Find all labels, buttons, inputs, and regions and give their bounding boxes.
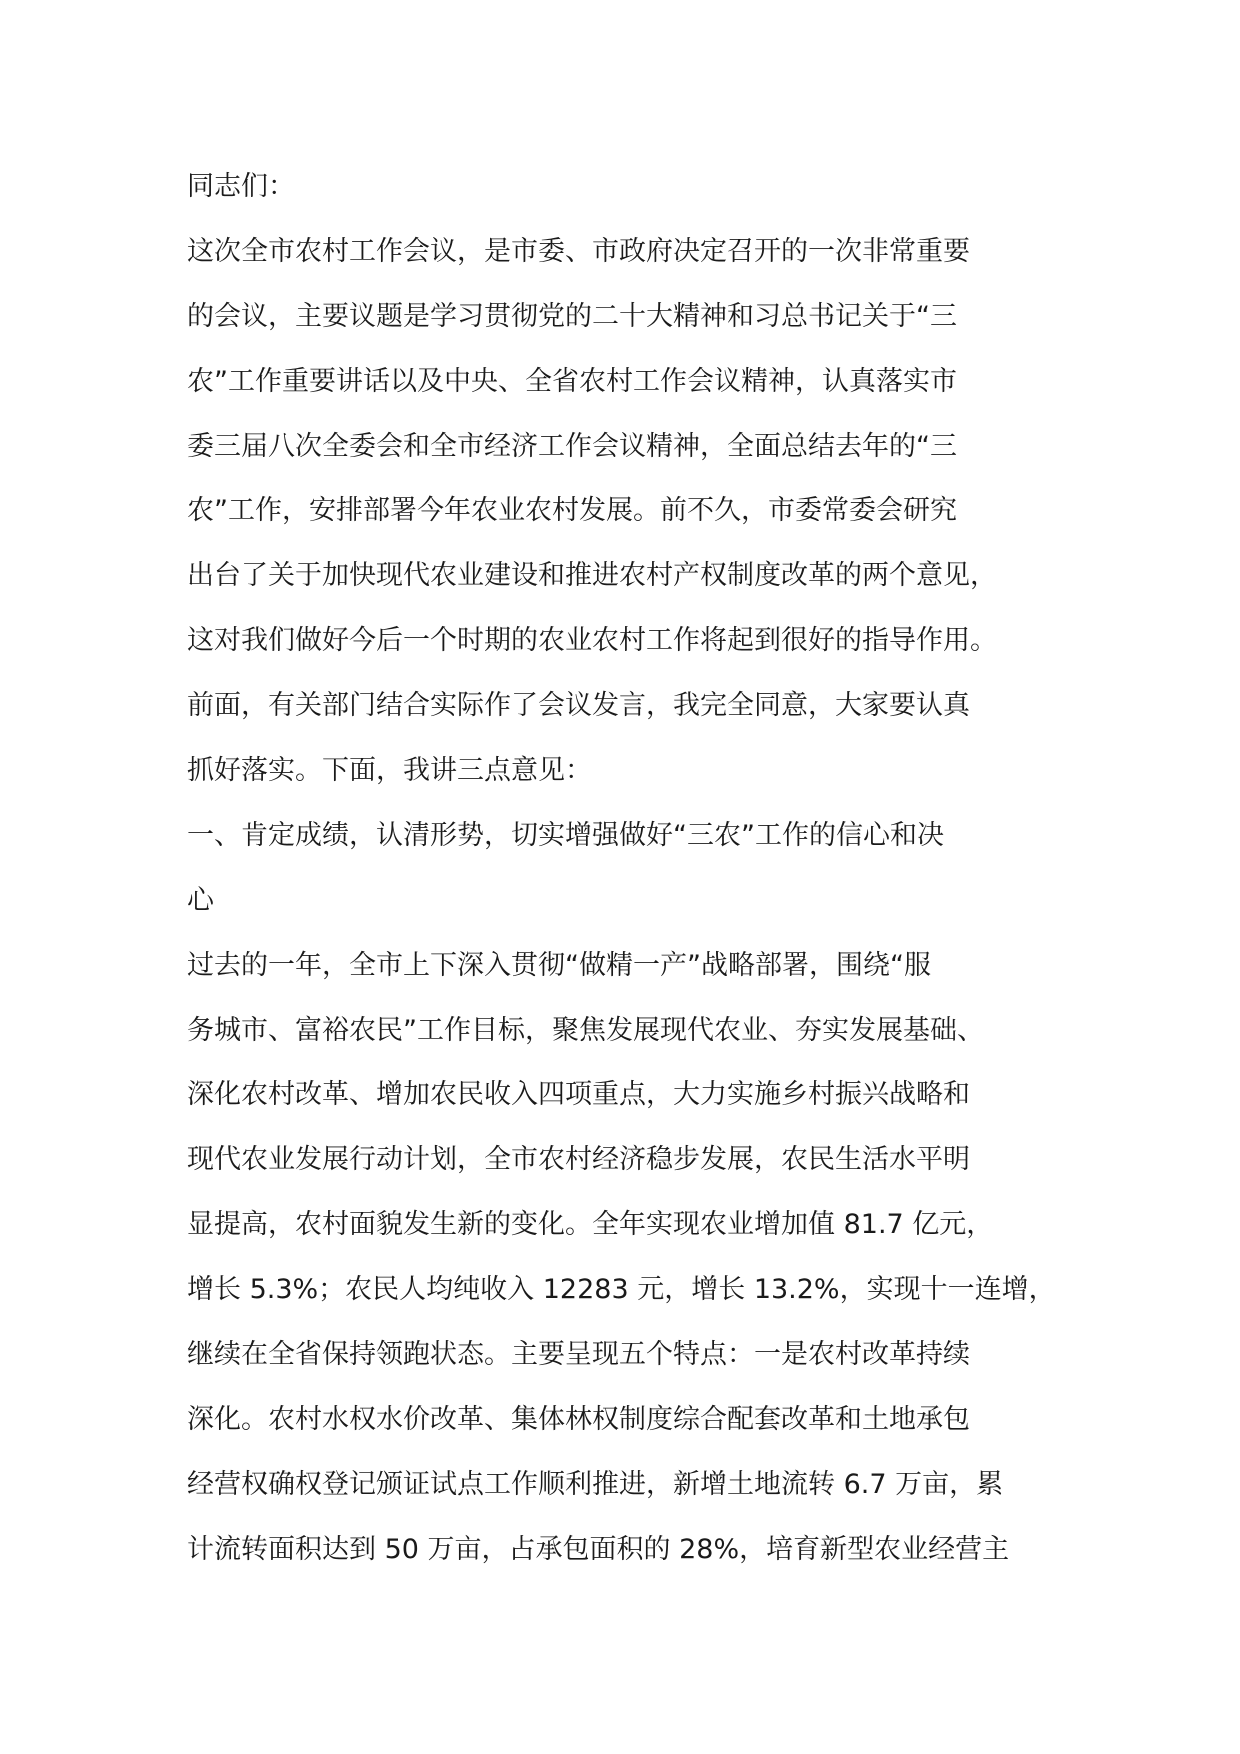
- document-body: [187, 172, 1087, 1600]
- text-line: 这对我们做好今后一个时期的农业农村工作将起到很好的指导作用。: [187, 625, 997, 657]
- text-line: 农”工作，安排部署今年农业农村发展。前不久，市委常委会研究: [187, 495, 957, 527]
- text-line: 计流转面积达到 50 万亩，占承包面积的 28%，培育新型农业经营主: [187, 1533, 1010, 1565]
- salutation: 同志们：: [187, 171, 295, 202]
- text-line: 继续在全省保持领跑状态。主要呈现五个特点：一是农村改革持续: [187, 1339, 970, 1371]
- text-line: 出台了关于加快现代农业建设和推进农村产权制度改革的两个意见，: [187, 560, 997, 592]
- text-line: 深化农村改革、增加农民收入四项重点，大力实施乡村振兴战略和: [187, 1079, 970, 1111]
- text-line: 的会议，主要议题是学习贯彻党的二十大精神和习总书记关于“三: [187, 300, 957, 332]
- text-line: 农”工作重要讲话以及中央、全省农村工作会议精神，认真落实市: [187, 365, 957, 397]
- text-line: 显提高，农村面貌发生新的变化。全年实现农业增加值 81.7 亿元，: [187, 1209, 994, 1241]
- text-line: 增长 5.3%；农民人均纯收入 12283 元，增长 13.2%，实现十一连增，: [187, 1274, 1056, 1306]
- section-heading: 一、肯定成绩，认清形势，切实增强做好“三农”工作的信心和决: [187, 819, 944, 851]
- text-line: 委三届八次全委会和全市经济工作会议精神，全面总结去年的“三: [187, 430, 957, 462]
- text-line: 过去的一年，全市上下深入贯彻“做精一产”战略部署，围绕“服: [187, 949, 931, 981]
- text-line: 深化。农村水权水价改革、集体林权制度综合配套改革和土地承包: [187, 1403, 970, 1435]
- section-heading-continued: 心: [187, 884, 214, 916]
- text-line: 现代农业发展行动计划，全市农村经济稳步发展，农民生活水平明: [187, 1144, 970, 1176]
- text-line: 经营权确权登记颁证试点工作顺利推进，新增土地流转 6.7 万亩，累: [187, 1468, 1004, 1500]
- text-line: 前面，有关部门结合实际作了会议发言，我完全同意，大家要认真: [187, 690, 970, 722]
- text-line: 务城市、富裕农民”工作目标，聚焦发展现代农业、夯实发展基础、: [187, 1014, 984, 1046]
- text-line: 抓好落实。下面，我讲三点意见：: [187, 755, 592, 787]
- text-line: 这次全市农村工作会议，是市委、市政府决定召开的一次非常重要: [187, 235, 970, 267]
